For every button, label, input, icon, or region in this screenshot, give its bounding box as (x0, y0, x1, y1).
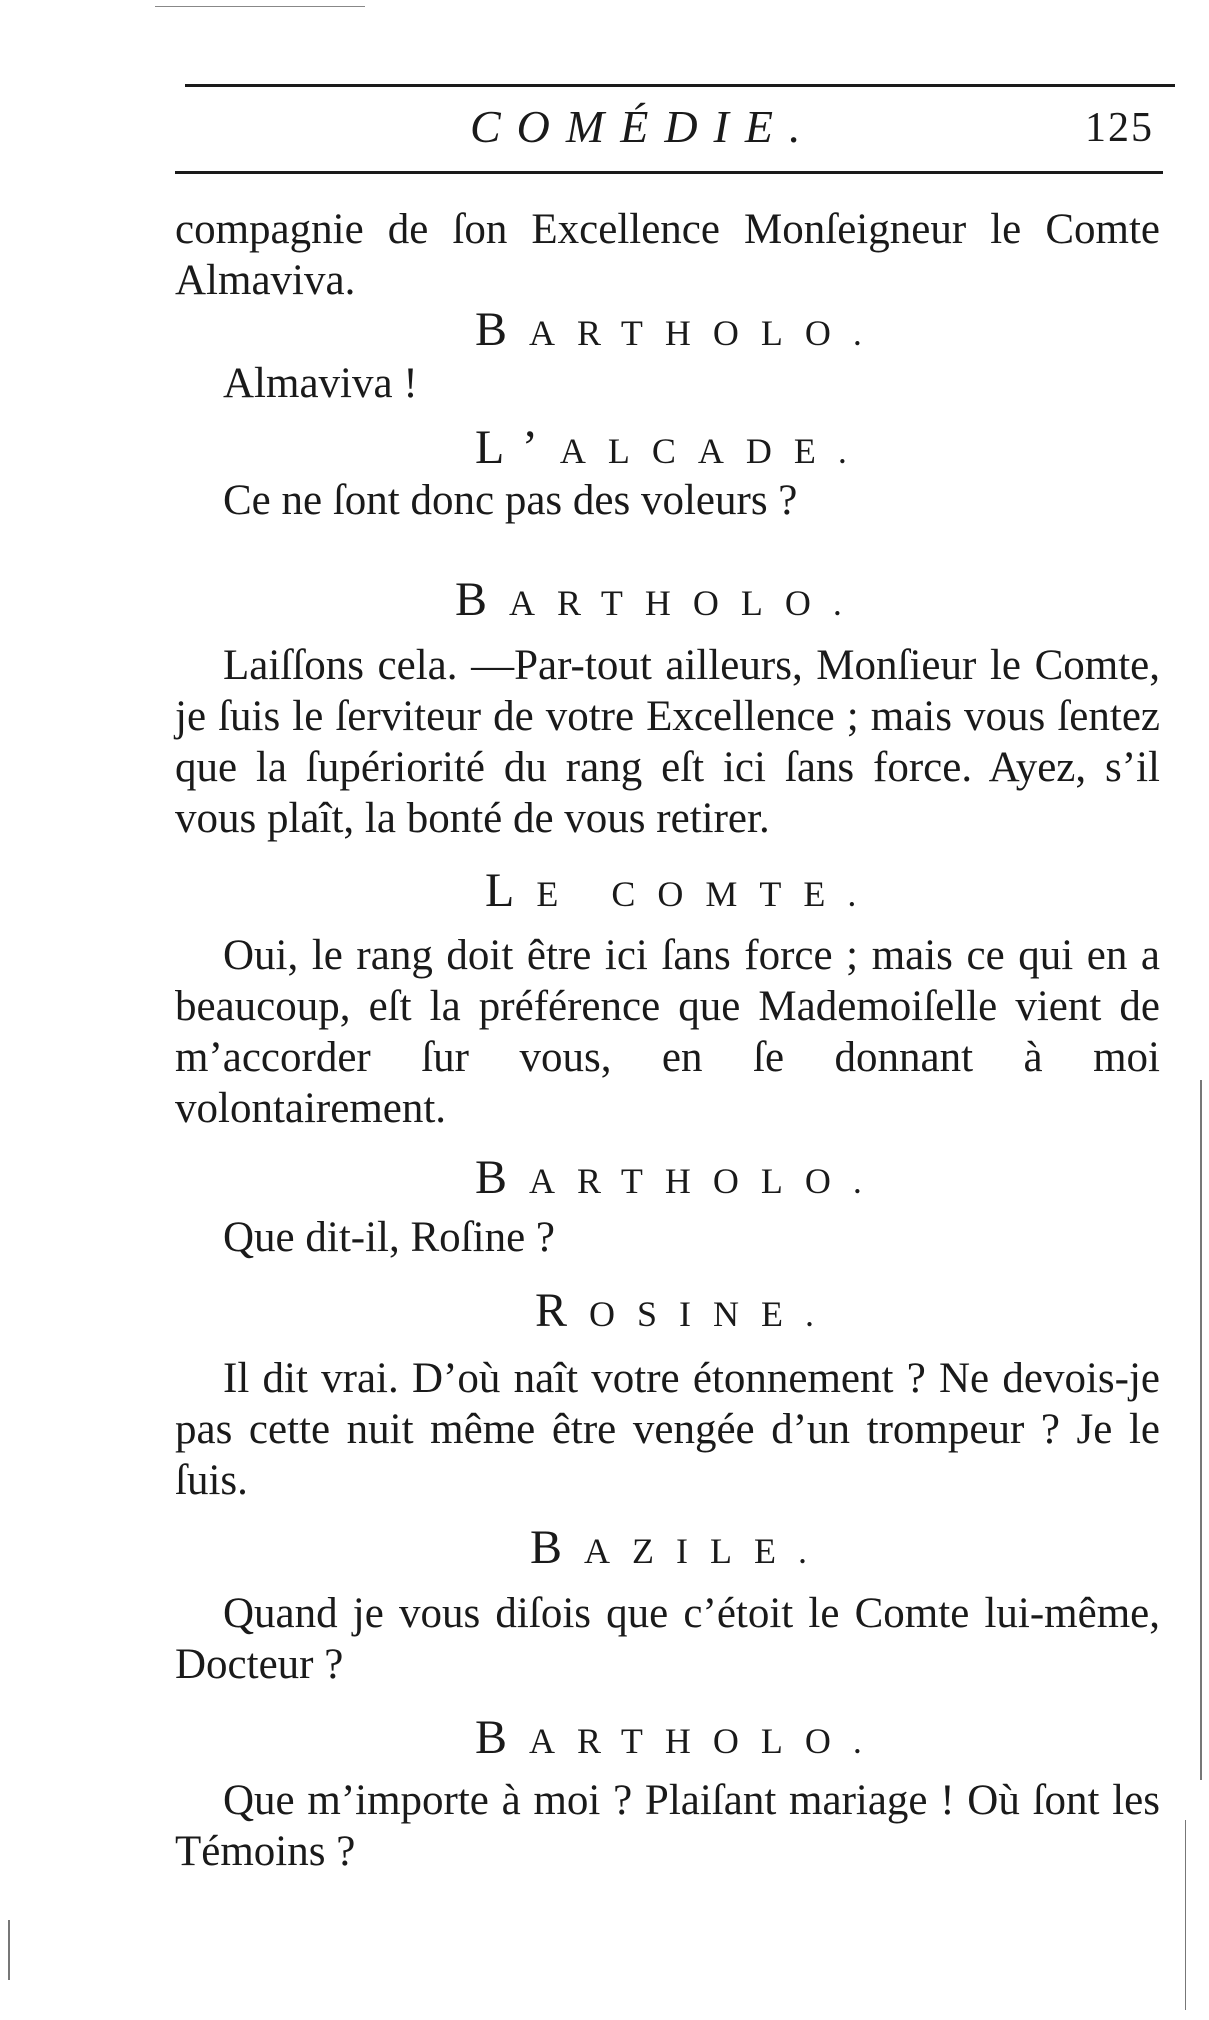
speaker-heading: ROSINE. (535, 1284, 837, 1337)
speaker-heading: LE COMTE. (485, 864, 879, 917)
speaker-heading: L’ALCADE. (475, 421, 869, 474)
speaker-heading: BARTHOLO. (475, 1151, 884, 1204)
speaker-heading: BAZILE. (530, 1521, 829, 1574)
dialogue-line: Oui, le rang doit être ici ſans force ; mais ce qui en a beaucoup, eſt la préférence que Mademoiſelle vient de m’accorder ſur vous, en ſe donnant à moi volontairement. (175, 932, 1160, 1132)
dialogue-line: Que m’importe à moi ? Plaiſant mariage ! Où ſont les Témoins ? (175, 1777, 1160, 1875)
dialogue-line: Almaviva ! (223, 360, 418, 407)
continuation-paragraph: compagnie de ſon Excellence Monſeigneur le Comte Almaviva. (175, 206, 1160, 304)
dialogue-line: Laiſſons cela. —Par-tout ailleurs, Monſieur le Comte, je ſuis le ſerviteur de votre Excellence ; mais vous ſentez que la ſupériorité du rang eſt ici ſans force. Ayez, s’il vous plaît, la bonté de vous retirer. (175, 642, 1160, 842)
dialogue-line: Ce ne ſont donc pas des voleurs ? (223, 477, 798, 524)
dialogue-line: Quand je vous diſois que c’étoit le Comte lui-même, Docteur ? (175, 1590, 1160, 1688)
dialogue-line: Que dit-il, Roſine ? (223, 1214, 555, 1261)
top-edge-line (155, 6, 365, 7)
page-number: 125 (1085, 105, 1154, 151)
speaker-heading: BARTHOLO. (455, 573, 864, 626)
dialogue-line: Il dit vrai. D’où naît votre étonnement ? Ne devois-je pas cette nuit même être vengée d’un trompeur ? Je le ſuis. (175, 1355, 1160, 1504)
speaker-heading: BARTHOLO. (475, 303, 884, 356)
header-rule-top (185, 84, 1175, 87)
speaker-heading: BARTHOLO. (475, 1711, 884, 1764)
header-rule-bottom (175, 171, 1163, 174)
right-margin-line (1200, 1080, 1202, 1780)
running-title: COMÉDIE. (470, 101, 817, 152)
right-margin-line-lower (1185, 1820, 1186, 2010)
left-margin-mark (8, 1920, 10, 1980)
